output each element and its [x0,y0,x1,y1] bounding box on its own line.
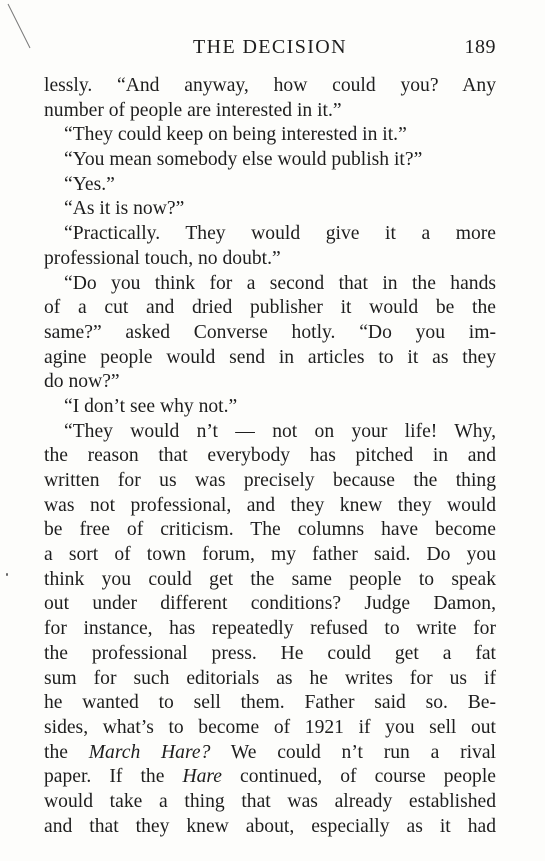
text-line: “They could keep on being interested in it.” [64,124,407,146]
text-line: was not professional, and they knew they would [44,494,496,516]
text-run: the [44,741,89,763]
text-line: think you could get the same people to speak [44,568,496,590]
text-line: same?” asked Converse hotly. “Do you im- [44,321,496,343]
text-line: “As it is now?” [64,198,185,220]
text-line-with-italic [44,765,496,790]
scan-corner-mark [6,2,34,52]
text-line: of a cut and dried publisher it would be the [44,297,496,319]
text-line: number of people are interested in it.” [44,99,342,121]
text-run: We could n’t run a rival [210,741,497,763]
text-line: he wanted to sell them. Father said so. Be- [44,692,496,714]
text-line: lessly. “And anyway, how could you? Any [44,75,496,96]
text-line: out under different conditions? Judge Damon, [44,593,496,615]
text-line: the professional press. He could get a fat [44,642,496,664]
text-line: and that they knew about, especially as it had [44,815,496,837]
text-line: agine people would send in articles to it as they [44,346,496,368]
text-line: “I don’t see why not.” [64,395,238,417]
text-line: “Yes.” [64,173,115,195]
text-line: professional touch, no doubt.” [44,247,281,269]
page-header [44,36,496,66]
text-line: “Practically. They would give it a more [64,223,496,245]
text-line: “You mean somebody else would publish it?” [64,149,423,171]
running-head: THE DECISION [192,36,347,58]
text-line-with-italic [44,741,496,766]
text-line: for instance, has repeatedly refused to write for [44,618,496,640]
text-line: “Do you think for a second that in the hands [64,272,496,294]
text-line: do now?” [44,371,120,393]
italic-title-hare: Hare [182,766,222,788]
text-run: continued, of course people [221,766,496,788]
text-run: paper. If the [44,766,183,788]
page-number: 189 [464,36,496,58]
text-line: sides, what’s to become of 1921 if you sell out [44,716,496,738]
text-line: a sort of town forum, my father said. Do you [44,544,496,566]
print-speck [6,573,8,576]
text-line: be free of criticism. The columns have become [44,519,496,541]
text-line: written for us was precisely because the thing [44,470,496,491]
text-line: the reason that everybody has pitched in and [44,445,496,467]
italic-title-march-hare: March Hare? [88,741,211,763]
text-line: “They would n’t — not on your life! Why, [64,420,496,442]
body-text [44,74,496,839]
text-line: would take a thing that was already established [44,790,496,812]
text-line: sum for such editorials as he writes for us if [44,667,496,689]
